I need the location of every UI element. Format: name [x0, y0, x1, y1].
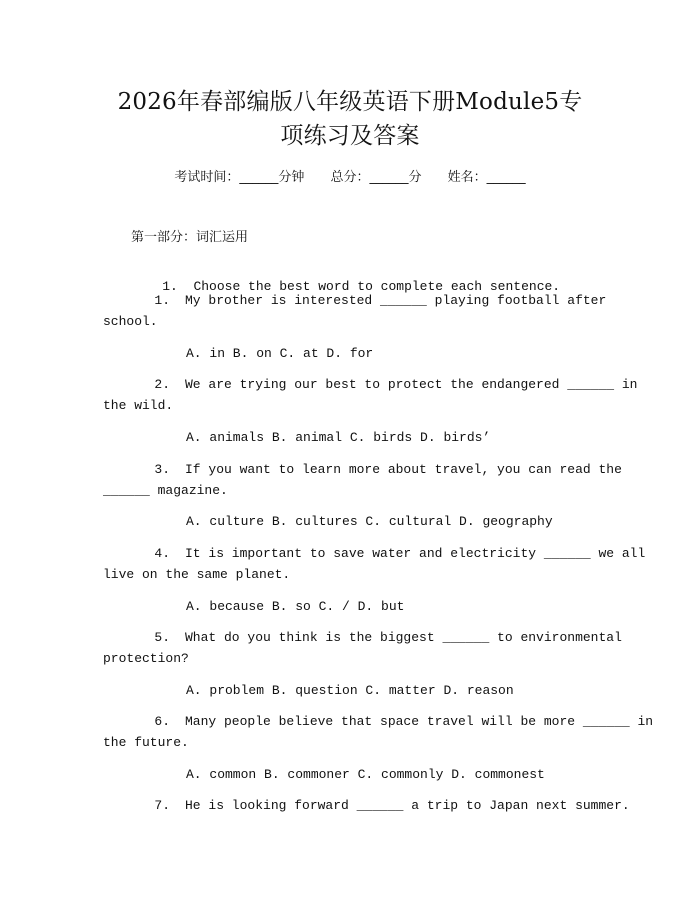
document-title-line-1: 2026年春部编版八年级英语下册Module5专	[117, 89, 583, 115]
question-number: 7.	[154, 798, 170, 813]
question-number: 6.	[154, 714, 170, 729]
question-number: 5.	[154, 630, 170, 645]
question-number: 4.	[154, 546, 170, 561]
question-text-line-2: ______ magazine.	[103, 483, 228, 498]
question-text-line-2: the future.	[103, 735, 189, 750]
question-text-line-1: He is looking forward ______ a trip to Japan next summer.	[185, 798, 630, 813]
question-number: 2.	[154, 377, 170, 392]
question-text-line-1: If you want to learn more about travel, you can read the	[185, 462, 622, 477]
question-text-line-1: It is important to save water and electricity ______ we all	[185, 546, 646, 561]
question-text-line-2: school.	[103, 314, 158, 329]
exam-time-field: 考试时间：______分钟	[174, 170, 305, 185]
question-text-line-2: protection?	[103, 651, 189, 666]
main-question-text: Choose the best word to complete each sentence.	[193, 279, 561, 294]
question-text-line-1: We are trying our best to protect the endangered ______ in	[185, 377, 638, 392]
question-options: A. because B. so C. / D. but	[186, 599, 405, 614]
question-text-line-2: the wild.	[103, 398, 174, 413]
section-title: 第一部分：词汇运用	[131, 230, 249, 245]
main-question-number: 1.	[162, 279, 178, 294]
question-options: A. animals B. animal C. birds D. birds’	[186, 430, 491, 445]
question-text-line-1: What do you think is the biggest ______ to environmental	[185, 630, 622, 645]
question-options: A. culture B. cultures C. cultural D. geography	[186, 514, 553, 529]
question-options: A. in B. on C. at D. for	[186, 346, 374, 361]
question-number: 1.	[154, 293, 170, 308]
document-title-line-2: 项练习及答案	[280, 123, 420, 149]
question-text-line-1: My brother is interested ______ playing football after	[185, 293, 607, 308]
question-options: A. problem B. question C. matter D. reason	[186, 683, 514, 698]
exam-score-field: 总分：______分	[330, 170, 422, 185]
question-text-line-2: live on the same planet.	[103, 567, 291, 582]
exam-info	[0, 169, 700, 187]
question-options: A. common B. commoner C. commonly D. commonest	[186, 767, 545, 782]
question-number: 3.	[154, 462, 170, 477]
exam-name-field: 姓名：______	[447, 170, 526, 185]
question-text-line-1: Many people believe that space travel will be more ______ in	[185, 714, 654, 729]
